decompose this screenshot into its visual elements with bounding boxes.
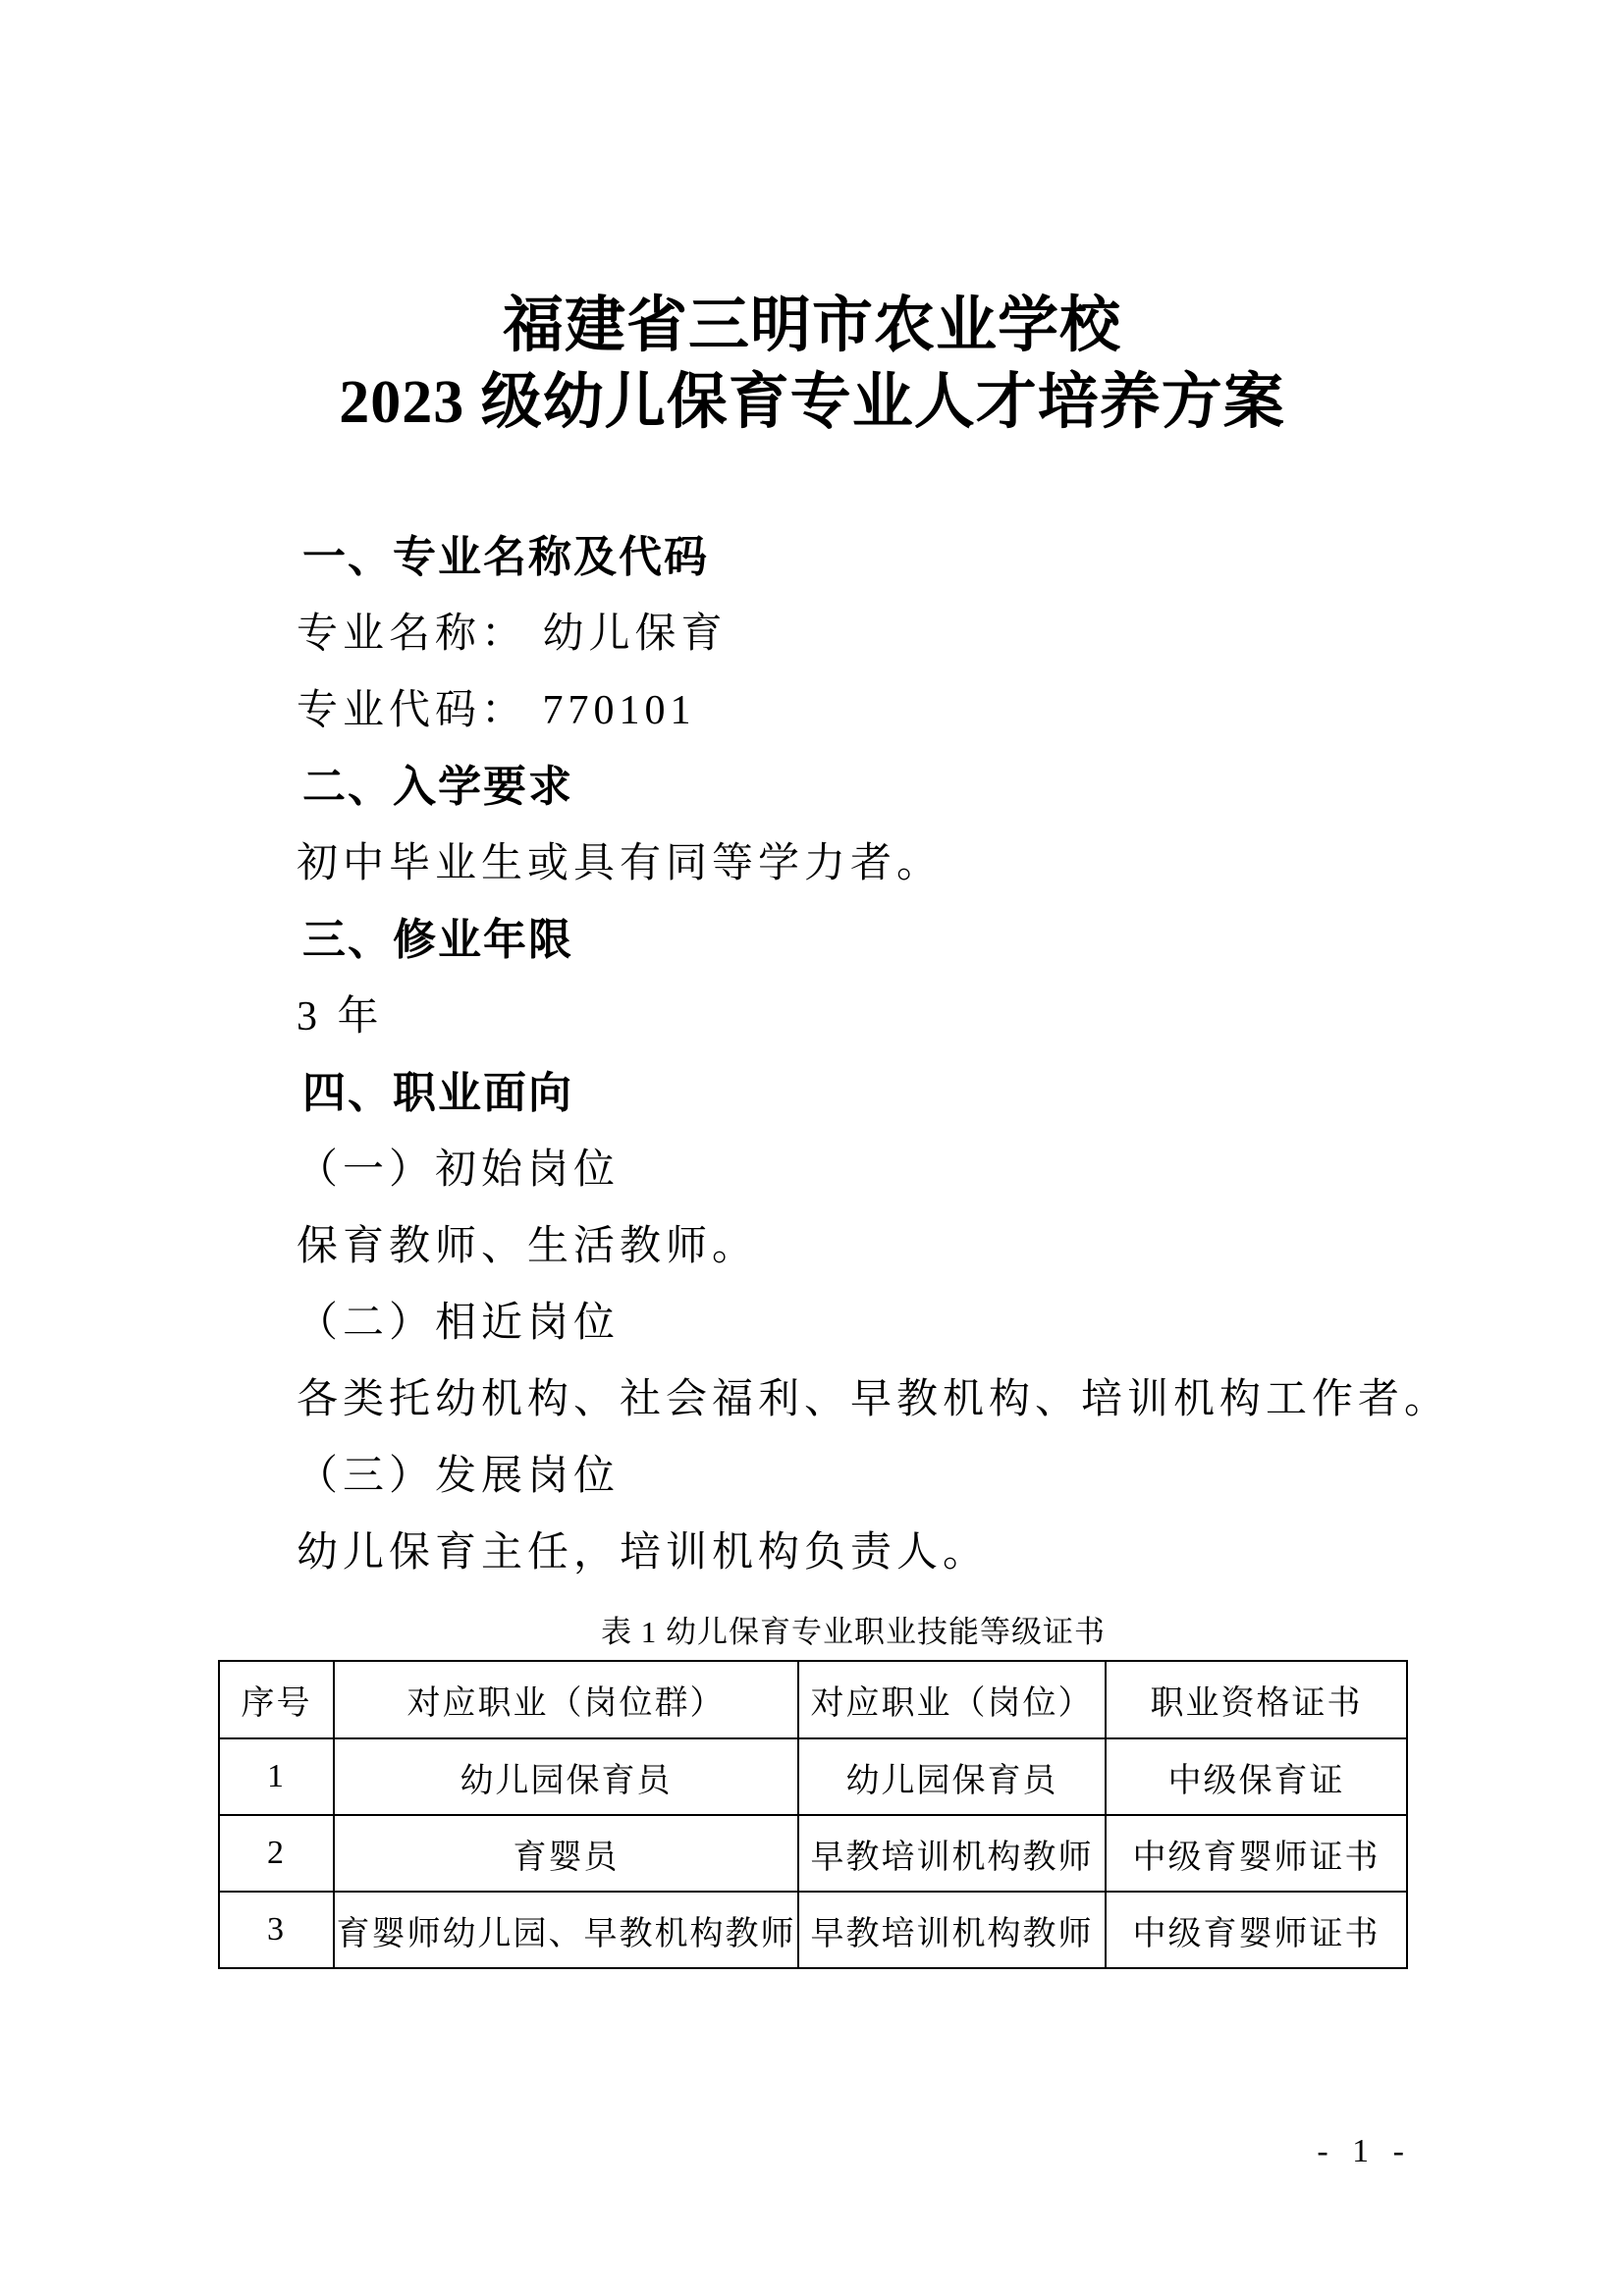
table-cell: 幼儿园保育员 [334,1738,798,1815]
para-major-code: 专业代码： 770101 [297,688,696,733]
table-cell: 2 [219,1815,334,1892]
section-heading-career-orientation: 四、职业面向 [302,1069,573,1117]
table-header-cell-certificate: 职业资格证书 [1106,1661,1407,1738]
para-study-duration: 3 年 [297,994,384,1040]
table-cell: 中级育婴师证书 [1106,1815,1407,1892]
table-header-cell-job: 对应职业（岗位） [798,1661,1106,1738]
table-cell: 幼儿园保育员 [798,1738,1106,1815]
table-cell: 中级育婴师证书 [1106,1892,1407,1968]
table-cell: 早教培训机构教师 [798,1815,1106,1892]
para-initial-positions: 保育教师、生活教师。 [297,1224,759,1269]
table-cell: 早教培训机构教师 [798,1892,1106,1968]
para-entry-requirements: 初中毕业生或具有同等学力者。 [297,841,944,886]
section-heading-study-duration: 三、修业年限 [302,916,573,964]
table-caption: 表 1 幼儿保育专业职业技能等级证书 [601,1615,1106,1649]
table-header-cell-index: 序号 [219,1661,334,1738]
table-row [219,1892,1407,1968]
para-development-positions: 幼儿保育主任，培训机构负责人。 [297,1530,990,1575]
table-header-cell-job-group: 对应职业（岗位群） [334,1661,798,1738]
table-header-row [219,1661,1407,1738]
subheading-initial-positions: （一）初始岗位 [297,1148,621,1193]
table-cell: 1 [219,1738,334,1815]
page-number: - 1 - [1317,2133,1412,2169]
section-heading-entry-requirements: 二、入学要求 [302,763,573,811]
subheading-related-positions: （二）相近岗位 [297,1301,621,1346]
subheading-development-positions: （三）发展岗位 [297,1454,621,1499]
document-body [218,519,1451,1969]
table-cell: 育婴员 [334,1815,798,1892]
document-title [0,288,1624,441]
certificates-table [218,1660,1408,1969]
document-title-line-2: 2023 级幼儿保育专业人才培养方案 [339,369,1285,436]
document-title-line-1: 福建省三明市农业学校 [502,293,1121,359]
table-cell: 中级保育证 [1106,1738,1407,1815]
table-cell: 育婴师幼儿园、早教机构教师 [334,1892,798,1968]
table-cell: 3 [219,1892,334,1968]
table-row [219,1738,1407,1815]
para-related-positions: 各类托幼机构、社会福利、早教机构、培训机构工作者。 [297,1377,1451,1422]
para-major-name: 专业名称： 幼儿保育 [297,612,728,657]
table-row [219,1815,1407,1892]
section-heading-major-name-code: 一、专业名称及代码 [302,533,709,581]
